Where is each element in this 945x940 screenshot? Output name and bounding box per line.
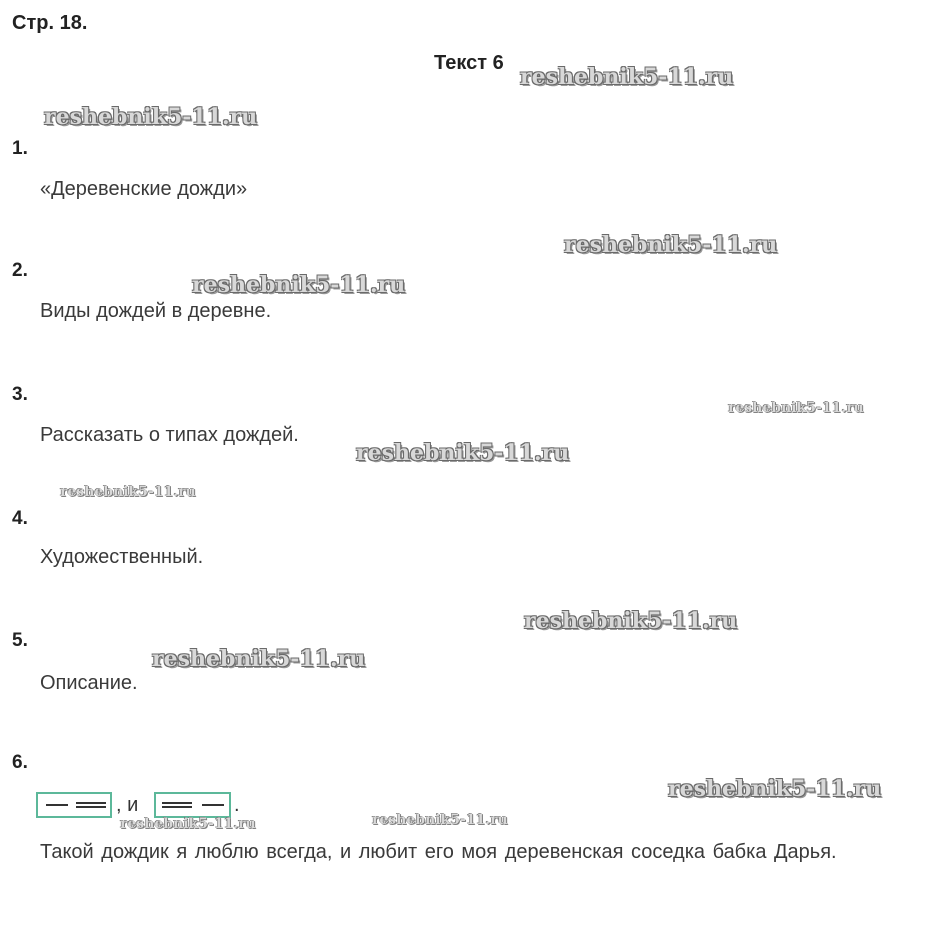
watermark: reshebnik5-11.ru [524, 608, 738, 634]
subject-line [202, 804, 224, 806]
watermark: reshebnik5-11.ru [668, 776, 882, 802]
subject-line [46, 804, 68, 806]
answer-2-text: Виды дождей в деревне. [40, 300, 272, 322]
scheme-clause-2 [154, 792, 231, 818]
answer-1-number: 1. [12, 138, 28, 159]
watermark: reshebnik5-11.ru [356, 440, 570, 466]
watermark: reshebnik5-11.ru [564, 232, 778, 258]
answer-5-number: 5. [12, 630, 28, 651]
example-sentence: Такой дождик я люблю всегда, и любит его моя деревенская соседка бабка Дарья. [40, 841, 837, 863]
watermark: reshebnik5-11.ru [372, 812, 508, 828]
text-title: Текст 6 [434, 52, 504, 74]
predicate-line [76, 802, 106, 808]
predicate-line [162, 802, 192, 808]
page-label: Стр. 18. [12, 12, 88, 34]
answer-1-text: «Деревенские дожди» [40, 178, 248, 200]
answer-3-text: Рассказать о типах дождей. [40, 424, 299, 446]
scheme-end: . [234, 794, 240, 816]
watermark: reshebnik5-11.ru [120, 816, 256, 832]
scheme-clause-1 [36, 792, 112, 818]
answer-4-number: 4. [12, 508, 28, 529]
watermark: reshebnik5-11.ru [44, 104, 258, 130]
watermark: reshebnik5-11.ru [520, 64, 734, 90]
answer-3-number: 3. [12, 384, 28, 405]
answer-2-number: 2. [12, 260, 28, 281]
watermark: reshebnik5-11.ru [152, 646, 366, 672]
watermark: reshebnik5-11.ru [192, 272, 406, 298]
watermark: reshebnik5-11.ru [60, 484, 196, 500]
watermark: reshebnik5-11.ru [728, 400, 864, 416]
answer-4-text: Художественный. [40, 546, 204, 568]
answer-5-text: Описание. [40, 672, 138, 694]
answer-6-number: 6. [12, 752, 28, 773]
scheme-connector: , и [116, 794, 139, 816]
